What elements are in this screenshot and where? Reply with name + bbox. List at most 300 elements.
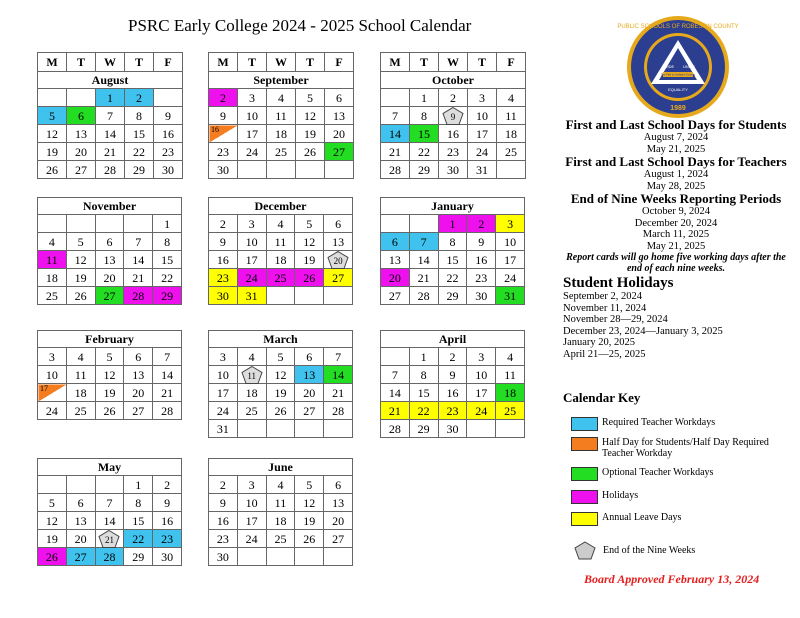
day-number: 24 xyxy=(504,270,517,285)
day-number: 3 xyxy=(219,349,226,364)
day-cell xyxy=(438,420,467,438)
day-cell xyxy=(38,512,67,530)
day-cell xyxy=(410,161,439,179)
empty-day-cell xyxy=(325,161,354,179)
weekday-header: F xyxy=(497,53,526,72)
day-number: 18 xyxy=(504,385,517,400)
day-cell xyxy=(209,89,238,107)
day-cell xyxy=(496,348,525,366)
weekday-header: T xyxy=(238,53,267,72)
day-number: 3 xyxy=(248,216,255,231)
day-cell xyxy=(209,402,238,420)
day-number: 31 xyxy=(245,288,258,303)
day-cell xyxy=(324,494,353,512)
month-name: December xyxy=(209,198,353,215)
day-cell xyxy=(96,89,125,107)
month-table xyxy=(380,197,525,305)
weekday-header-row xyxy=(38,53,183,72)
day-number: 20 xyxy=(132,385,145,400)
week-row xyxy=(209,494,353,512)
day-number: 3 xyxy=(248,477,255,492)
day-number: 30 xyxy=(475,288,488,303)
day-number: 8 xyxy=(164,234,171,249)
day-cell xyxy=(238,107,267,125)
students-days-heading: First and Last School Days for Students xyxy=(565,117,787,132)
svg-text:PUBLIC SCHOOLS OF ROBESON COUN: PUBLIC SCHOOLS OF ROBESON COUNTY xyxy=(617,24,739,30)
day-cell xyxy=(66,512,95,530)
day-cell xyxy=(295,269,324,287)
key-item xyxy=(571,541,788,560)
day-cell xyxy=(124,548,153,566)
day-number: 13 xyxy=(333,108,345,123)
day-cell xyxy=(497,143,526,161)
day-number: 10 xyxy=(45,367,58,382)
day-cell xyxy=(295,402,324,420)
day-number: 6 xyxy=(77,495,84,510)
day-number: 25 xyxy=(505,144,517,159)
day-cell xyxy=(38,287,67,305)
day-number: 5 xyxy=(307,90,313,105)
day-cell xyxy=(237,402,266,420)
day-cell xyxy=(438,366,467,384)
day-number: 10 xyxy=(245,234,258,249)
day-number: 2 xyxy=(220,90,226,105)
day-cell xyxy=(237,251,266,269)
empty-day-cell xyxy=(295,420,324,438)
day-number: 18 xyxy=(274,513,287,528)
day-cell xyxy=(324,233,353,251)
week-row xyxy=(381,384,525,402)
day-number: 31 xyxy=(216,421,229,436)
week-row xyxy=(381,143,526,161)
day-number: 21 xyxy=(104,144,116,159)
day-cell xyxy=(153,402,182,420)
day-cell xyxy=(467,287,496,305)
day-number: 3 xyxy=(478,349,485,364)
day-number: 17 xyxy=(475,385,488,400)
day-number: 18 xyxy=(74,385,87,400)
day-cell xyxy=(95,384,124,402)
day-cell xyxy=(467,215,496,233)
pentagon-swatch-icon xyxy=(571,541,599,560)
day-number: 27 xyxy=(75,162,87,177)
day-number: 2 xyxy=(219,216,226,231)
day-number: 6 xyxy=(391,234,398,249)
day-number: 25 xyxy=(245,403,258,418)
holiday-item: January 20, 2025 xyxy=(563,337,636,348)
week-row xyxy=(38,89,183,107)
day-number: 4 xyxy=(48,234,55,249)
week-row xyxy=(209,269,353,287)
empty-day-cell xyxy=(154,89,183,107)
week-row xyxy=(209,143,354,161)
day-number: 15 xyxy=(417,385,430,400)
day-cell xyxy=(209,161,238,179)
week-row xyxy=(38,530,182,548)
day-number: 20 xyxy=(74,531,87,546)
month-february xyxy=(37,330,182,420)
day-cell xyxy=(209,420,238,438)
day-cell xyxy=(439,161,468,179)
day-cell xyxy=(124,402,153,420)
day-number: 11 xyxy=(504,367,516,382)
day-cell xyxy=(66,402,95,420)
nine-weeks-date: May 21, 2025 xyxy=(646,240,706,252)
day-number: 3 xyxy=(48,349,55,364)
day-cell xyxy=(153,233,182,251)
day-number: 1 xyxy=(421,90,427,105)
day-number: 23 xyxy=(217,144,229,159)
day-number: 29 xyxy=(418,162,430,177)
day-cell xyxy=(381,366,410,384)
key-label: Holidays xyxy=(602,490,639,501)
week-row xyxy=(381,402,525,420)
week-row xyxy=(38,287,182,305)
day-cell xyxy=(295,215,324,233)
day-cell xyxy=(496,384,525,402)
teachers-days-heading: First and Last School Days for Teachers xyxy=(565,154,787,169)
day-number: 6 xyxy=(135,349,142,364)
day-cell xyxy=(325,89,354,107)
day-cell xyxy=(95,366,124,384)
week-row xyxy=(209,512,353,530)
day-cell xyxy=(95,402,124,420)
day-number: 2 xyxy=(136,90,142,105)
day-number: 5 xyxy=(48,495,55,510)
day-cell xyxy=(438,348,467,366)
day-cell xyxy=(153,384,182,402)
day-cell xyxy=(266,251,295,269)
week-row xyxy=(209,366,353,384)
week-row xyxy=(381,89,526,107)
day-number: 29 xyxy=(446,288,459,303)
day-cell xyxy=(439,89,468,107)
day-number: 5 xyxy=(306,477,313,492)
day-cell xyxy=(467,402,496,420)
month-name: June xyxy=(209,459,353,476)
day-number: 7 xyxy=(107,108,113,123)
holiday-item: November 11, 2024 xyxy=(563,302,647,314)
calendar-key-heading: Calendar Key xyxy=(563,390,641,405)
day-cell xyxy=(237,233,266,251)
week-row xyxy=(209,420,353,438)
day-number: 19 xyxy=(46,144,58,159)
day-cell xyxy=(124,512,153,530)
weekday-header: F xyxy=(154,53,183,72)
day-number: 11 xyxy=(274,234,287,249)
day-number: 26 xyxy=(303,531,316,546)
day-cell xyxy=(468,125,497,143)
day-number: 30 xyxy=(446,421,459,436)
day-cell xyxy=(468,143,497,161)
day-cell xyxy=(438,287,467,305)
weekday-header: T xyxy=(410,53,439,72)
day-number: 3 xyxy=(507,216,514,231)
day-number: 7 xyxy=(164,349,171,364)
day-number: 28 xyxy=(132,288,145,303)
day-cell xyxy=(409,348,438,366)
day-cell xyxy=(409,384,438,402)
day-cell xyxy=(468,161,497,179)
day-cell xyxy=(496,251,525,269)
day-number: 6 xyxy=(106,234,113,249)
day-cell xyxy=(38,494,67,512)
empty-day-cell xyxy=(237,420,266,438)
teachers-last-day: May 28, 2025 xyxy=(646,180,706,192)
day-number: 12 xyxy=(304,108,316,123)
key-dates-panel xyxy=(560,118,792,274)
day-cell xyxy=(237,269,266,287)
day-number: 9 xyxy=(165,108,171,123)
day-cell xyxy=(67,107,96,125)
day-number: 28 xyxy=(417,288,430,303)
week-row xyxy=(38,476,182,494)
day-number: 16 xyxy=(475,252,488,267)
page-title: PSRC Early College 2024 - 2025 School Calendar xyxy=(128,16,472,35)
empty-day-cell xyxy=(409,215,438,233)
day-cell xyxy=(439,125,468,143)
weekday-header-row xyxy=(209,53,354,72)
month-name: August xyxy=(38,72,183,89)
day-number: 19 xyxy=(274,385,287,400)
empty-day-cell xyxy=(324,420,353,438)
day-cell xyxy=(467,366,496,384)
week-row xyxy=(381,215,525,233)
day-number: 4 xyxy=(507,349,514,364)
month-table xyxy=(208,197,353,305)
day-cell xyxy=(467,251,496,269)
day-cell xyxy=(237,530,266,548)
empty-day-cell xyxy=(295,548,324,566)
day-number: 21 xyxy=(417,270,430,285)
day-number: 28 xyxy=(388,421,401,436)
day-cell xyxy=(209,494,238,512)
month-name: March xyxy=(209,331,353,348)
weekday-header: T xyxy=(67,53,96,72)
day-number: 4 xyxy=(278,90,284,105)
day-cell xyxy=(124,287,153,305)
day-cell xyxy=(38,107,67,125)
month-august xyxy=(37,52,182,179)
day-number: 27 xyxy=(103,288,116,303)
day-cell xyxy=(296,143,325,161)
weekday-header: W xyxy=(96,53,125,72)
day-cell xyxy=(209,366,238,384)
week-row xyxy=(38,251,182,269)
day-cell xyxy=(438,269,467,287)
week-row xyxy=(38,233,182,251)
day-cell xyxy=(267,125,296,143)
day-number: 11 xyxy=(274,495,287,510)
report-card-note: Report cards will go home five working days after the end of each nine weeks. xyxy=(566,252,786,274)
day-cell xyxy=(66,233,95,251)
day-number: 23 xyxy=(162,144,174,159)
day-number: 17 xyxy=(246,126,258,141)
day-number: 14 xyxy=(161,367,174,382)
day-number: 14 xyxy=(103,513,116,528)
empty-day-cell xyxy=(38,89,67,107)
nine-weeks-heading: End of Nine Weeks Reporting Periods xyxy=(570,191,782,206)
calendar-key xyxy=(563,390,793,556)
day-cell xyxy=(124,384,153,402)
day-number: 25 xyxy=(274,531,287,546)
day-number: 24 xyxy=(45,403,58,418)
empty-day-cell xyxy=(266,287,295,305)
day-cell xyxy=(38,548,67,566)
day-cell xyxy=(438,215,467,233)
day-cell xyxy=(295,384,324,402)
color-swatch xyxy=(571,467,598,481)
day-number: 19 xyxy=(304,126,316,141)
day-number: 6 xyxy=(78,108,84,123)
day-number: 5 xyxy=(306,216,313,231)
month-table xyxy=(37,197,182,305)
svg-text:PRIDE: PRIDE xyxy=(662,64,675,69)
day-number: 14 xyxy=(388,385,401,400)
week-row xyxy=(38,348,182,366)
month-april xyxy=(380,330,525,438)
day-number: 18 xyxy=(245,385,258,400)
day-cell xyxy=(209,548,238,566)
day-cell xyxy=(38,530,67,548)
day-number: 22 xyxy=(418,144,430,159)
day-cell xyxy=(296,89,325,107)
day-number: 18 xyxy=(45,270,58,285)
week-row xyxy=(209,233,353,251)
week-row xyxy=(381,125,526,143)
day-cell xyxy=(324,215,353,233)
key-item xyxy=(571,467,787,481)
day-number: 23 xyxy=(161,531,174,546)
empty-day-cell xyxy=(296,161,325,179)
day-cell xyxy=(153,215,182,233)
day-number: 19 xyxy=(45,531,58,546)
svg-text:The Path to Intelligent School: The Path to Intelligent Schools xyxy=(661,73,695,77)
holiday-item: September 2, 2024 xyxy=(563,291,643,302)
day-number: 20 xyxy=(303,385,316,400)
day-number: 15 xyxy=(446,252,459,267)
day-cell xyxy=(66,287,95,305)
day-cell xyxy=(381,107,410,125)
day-number: 13 xyxy=(303,367,316,382)
empty-day-cell xyxy=(381,348,410,366)
day-cell xyxy=(38,402,67,420)
day-number: 6 xyxy=(335,216,342,231)
day-cell xyxy=(295,233,324,251)
day-number: 10 xyxy=(475,367,488,382)
day-cell xyxy=(124,494,153,512)
day-cell xyxy=(67,125,96,143)
day-number: 16 xyxy=(211,125,219,134)
day-cell xyxy=(324,530,353,548)
day-number: 9 xyxy=(220,108,226,123)
day-cell xyxy=(125,125,154,143)
day-cell xyxy=(438,384,467,402)
day-cell xyxy=(324,269,353,287)
day-cell xyxy=(266,476,295,494)
day-cell xyxy=(439,143,468,161)
day-cell xyxy=(209,143,238,161)
week-row xyxy=(38,107,183,125)
day-cell xyxy=(125,143,154,161)
week-row xyxy=(381,420,525,438)
day-number: 10 xyxy=(476,108,488,123)
day-number: 24 xyxy=(245,531,258,546)
day-number: 16 xyxy=(216,513,229,528)
week-row xyxy=(381,233,525,251)
day-cell xyxy=(324,348,353,366)
day-number: 7 xyxy=(392,108,398,123)
board-approval-note: Board Approved February 13, 2024 xyxy=(584,572,760,586)
week-row xyxy=(381,107,526,125)
day-number: 2 xyxy=(449,349,456,364)
day-cell xyxy=(124,233,153,251)
day-cell xyxy=(209,384,238,402)
empty-day-cell xyxy=(124,215,153,233)
day-cell xyxy=(95,548,124,566)
day-cell xyxy=(38,251,67,269)
day-number: 12 xyxy=(303,234,316,249)
day-cell xyxy=(266,494,295,512)
day-cell xyxy=(266,402,295,420)
day-cell xyxy=(266,269,295,287)
day-cell xyxy=(381,384,410,402)
day-number: 10 xyxy=(216,367,229,382)
day-number: 1 xyxy=(449,216,456,231)
day-cell xyxy=(496,402,525,420)
day-number: 26 xyxy=(303,270,316,285)
day-cell xyxy=(38,161,67,179)
day-cell xyxy=(439,107,468,125)
day-number: 17 xyxy=(40,384,48,393)
week-row xyxy=(38,548,182,566)
day-cell xyxy=(153,494,182,512)
day-cell xyxy=(153,530,182,548)
day-number: 1 xyxy=(135,477,142,492)
day-cell xyxy=(381,233,410,251)
nine-weeks-date: March 11, 2025 xyxy=(642,229,710,240)
day-number: 26 xyxy=(74,288,87,303)
day-number: 21 xyxy=(104,534,114,545)
day-number: 17 xyxy=(245,252,258,267)
day-cell xyxy=(267,107,296,125)
month-table xyxy=(208,52,354,179)
day-number: 19 xyxy=(303,252,316,267)
key-item xyxy=(571,490,787,504)
holiday-item: April 21—25, 2025 xyxy=(563,348,646,360)
day-cell xyxy=(237,366,266,384)
day-cell xyxy=(295,512,324,530)
day-number: 15 xyxy=(161,252,174,267)
week-row xyxy=(209,215,353,233)
week-row xyxy=(38,269,182,287)
day-cell xyxy=(410,143,439,161)
day-cell xyxy=(153,476,182,494)
day-cell xyxy=(468,89,497,107)
empty-day-cell xyxy=(38,215,67,233)
day-number: 6 xyxy=(335,477,342,492)
day-number: 10 xyxy=(504,234,517,249)
day-cell xyxy=(496,269,525,287)
day-number: 24 xyxy=(476,144,488,159)
day-cell xyxy=(295,366,324,384)
day-cell xyxy=(125,89,154,107)
day-number: 13 xyxy=(75,126,87,141)
day-number: 13 xyxy=(332,495,345,510)
key-item xyxy=(571,437,787,459)
empty-day-cell xyxy=(381,89,410,107)
day-number: 30 xyxy=(447,162,459,177)
